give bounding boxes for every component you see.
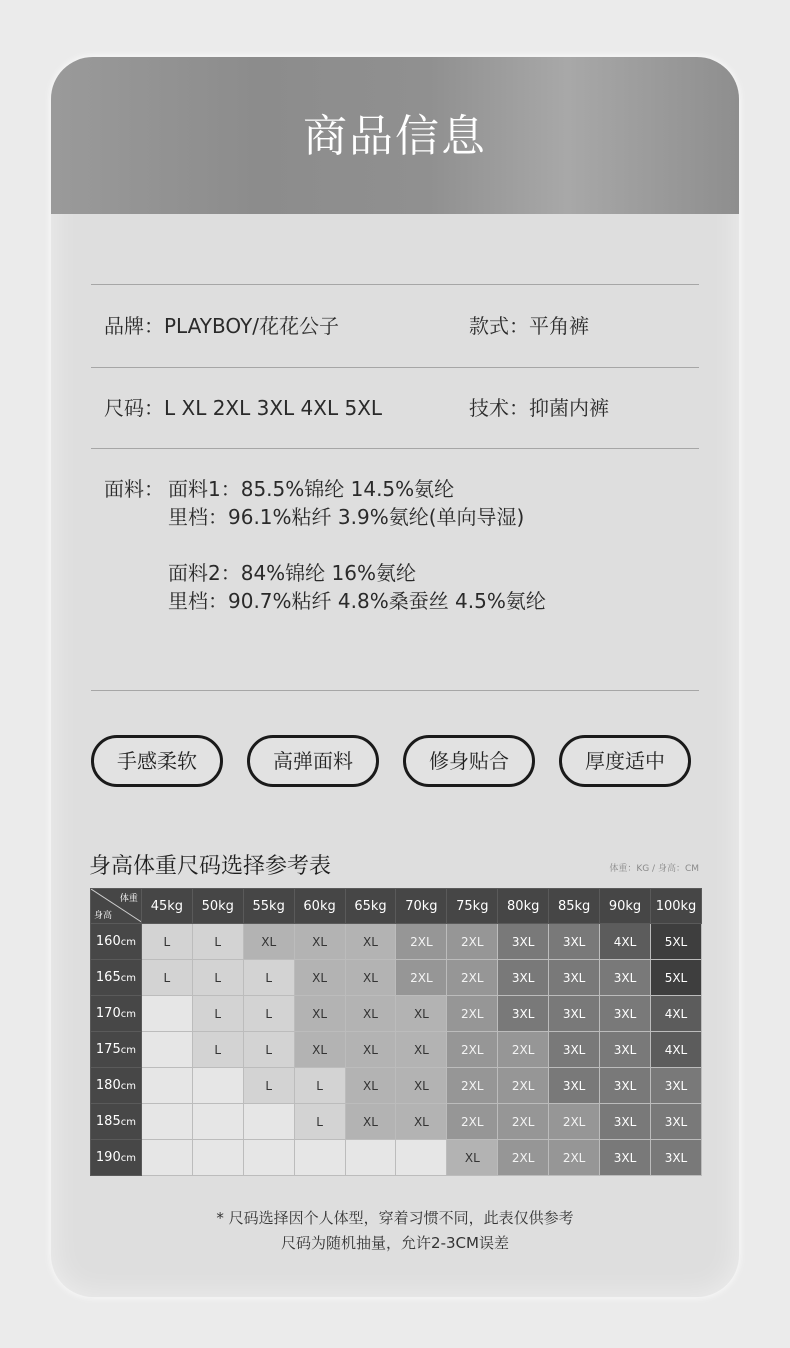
size-cell: 2XL — [498, 1140, 549, 1176]
size-cell: 3XL — [498, 996, 549, 1032]
weight-header: 70kg — [396, 889, 447, 924]
size-cell: 2XL — [447, 996, 498, 1032]
fabric-line: 面料1：85.5%锦纶 14.5%氨纶 — [168, 477, 455, 501]
style-text: 款式：平角裤 — [469, 314, 589, 338]
height-unit: cm — [120, 1045, 136, 1056]
size-cell: 3XL — [650, 1140, 701, 1176]
sizes-text: 尺码：L XL 2XL 3XL 4XL 5XL — [104, 396, 383, 420]
height-unit: cm — [120, 1153, 136, 1164]
size-cell: XL — [396, 1068, 447, 1104]
size-cell: XL — [243, 924, 294, 960]
size-cell — [141, 996, 192, 1032]
size-cell — [192, 1104, 243, 1140]
size-cell — [141, 1068, 192, 1104]
size-cell: L — [192, 960, 243, 996]
divider — [91, 690, 699, 691]
size-cell: 3XL — [600, 960, 651, 996]
height-value: 185 — [95, 1114, 121, 1129]
weight-header: 80kg — [498, 889, 549, 924]
size-cell: 3XL — [549, 960, 600, 996]
size-cell: 3XL — [498, 960, 549, 996]
size-cell — [141, 1140, 192, 1176]
table-row — [91, 1068, 702, 1104]
size-cell — [345, 1140, 396, 1176]
height-unit: cm — [120, 937, 136, 948]
weight-header: 55kg — [243, 889, 294, 924]
size-cell: 2XL — [447, 1104, 498, 1140]
size-cell — [192, 1140, 243, 1176]
page-title: 商品信息 — [303, 111, 487, 162]
table-row — [91, 924, 702, 960]
size-cell: 3XL — [498, 924, 549, 960]
size-chart-table — [90, 888, 702, 1176]
size-cell: XL — [294, 1032, 345, 1068]
size-cell: XL — [396, 1032, 447, 1068]
size-cell: L — [243, 1032, 294, 1068]
size-cell: 2XL — [498, 1032, 549, 1068]
height-value: 165 — [95, 970, 121, 985]
size-cell: 2XL — [396, 924, 447, 960]
size-cell: 3XL — [549, 1068, 600, 1104]
table-row — [91, 996, 702, 1032]
size-cell: L — [192, 924, 243, 960]
weight-header: 85kg — [549, 889, 600, 924]
size-cell: XL — [294, 924, 345, 960]
size-cell: 3XL — [600, 1140, 651, 1176]
corner-height-label: 身高 — [94, 911, 113, 921]
height-header — [91, 1104, 142, 1140]
size-cell: 4XL — [650, 1032, 701, 1068]
size-note: 尺码为随机抽量，允许2-3CM误差 — [281, 1234, 509, 1252]
table-row — [91, 1140, 702, 1176]
size-cell: 2XL — [447, 1032, 498, 1068]
size-cell: 2XL — [447, 924, 498, 960]
feature-tag: 高弹面料 — [247, 735, 379, 787]
size-cell: L — [243, 996, 294, 1032]
divider — [91, 284, 699, 285]
units-note: 体重：KG / 身高：CM — [609, 864, 699, 874]
size-cell: XL — [345, 960, 396, 996]
table-row — [91, 1104, 702, 1140]
size-cell: XL — [294, 960, 345, 996]
size-cell: XL — [396, 996, 447, 1032]
size-cell: 2XL — [549, 1104, 600, 1140]
size-cell — [243, 1140, 294, 1176]
size-cell: 3XL — [600, 996, 651, 1032]
height-value: 170 — [95, 1006, 121, 1021]
size-cell: 5XL — [650, 960, 701, 996]
size-cell: XL — [396, 1104, 447, 1140]
size-cell: L — [243, 960, 294, 996]
size-cell: XL — [345, 1032, 396, 1068]
height-header — [91, 960, 142, 996]
height-header — [91, 996, 142, 1032]
height-unit: cm — [120, 973, 136, 984]
size-cell: 3XL — [600, 1068, 651, 1104]
fabric-label: 面料： — [104, 477, 164, 501]
tech-text: 技术：抑菌内裤 — [469, 396, 609, 420]
size-cell: 2XL — [498, 1104, 549, 1140]
size-cell: XL — [345, 996, 396, 1032]
size-cell: 2XL — [549, 1140, 600, 1176]
size-cell: 3XL — [549, 996, 600, 1032]
size-cell: XL — [447, 1140, 498, 1176]
size-cell: L — [294, 1068, 345, 1104]
divider — [91, 448, 699, 449]
table-row — [91, 960, 702, 996]
size-cell: XL — [345, 1068, 396, 1104]
size-cell: 3XL — [600, 1032, 651, 1068]
size-cell: XL — [294, 996, 345, 1032]
corner-weight-label: 体重 — [119, 894, 138, 904]
product-info-card — [51, 57, 739, 1297]
feature-tag: 手感柔软 — [91, 735, 223, 787]
size-cell: L — [192, 1032, 243, 1068]
size-cell — [141, 1032, 192, 1068]
height-header — [91, 924, 142, 960]
header-banner — [51, 57, 739, 214]
fabric-line: 面料2：84%锦纶 16%氨纶 — [168, 561, 416, 585]
weight-header: 90kg — [600, 889, 651, 924]
size-table-title: 身高体重尺码选择参考表 — [89, 854, 332, 879]
height-unit: cm — [120, 1009, 136, 1020]
size-cell — [192, 1068, 243, 1104]
height-header — [91, 1032, 142, 1068]
size-cell: L — [141, 960, 192, 996]
size-cell: 3XL — [549, 924, 600, 960]
size-cell: L — [294, 1104, 345, 1140]
size-cell — [141, 1104, 192, 1140]
weight-header: 60kg — [294, 889, 345, 924]
size-cell: 2XL — [396, 960, 447, 996]
feature-tag: 修身贴合 — [403, 735, 535, 787]
height-header — [91, 1140, 142, 1176]
weight-header: 100kg — [650, 889, 701, 924]
size-cell: XL — [345, 1104, 396, 1140]
size-cell: 2XL — [447, 960, 498, 996]
size-cell: 2XL — [447, 1068, 498, 1104]
size-cell: 3XL — [549, 1032, 600, 1068]
fabric-line: 里档：90.7%粘纤 4.8%桑蚕丝 4.5%氨纶 — [168, 589, 546, 613]
table-corner-cell — [91, 889, 142, 924]
size-cell: L — [243, 1068, 294, 1104]
size-cell: 3XL — [650, 1068, 701, 1104]
weight-header: 65kg — [345, 889, 396, 924]
table-row — [91, 1032, 702, 1068]
size-cell: 2XL — [498, 1068, 549, 1104]
size-cell — [294, 1140, 345, 1176]
size-note: * 尺码选择因个人体型，穿着习惯不同，此表仅供参考 — [216, 1209, 574, 1227]
brand-text: 品牌：PLAYBOY/花花公子 — [104, 314, 339, 338]
height-value: 190 — [95, 1150, 121, 1165]
weight-header: 45kg — [141, 889, 192, 924]
weight-header: 75kg — [447, 889, 498, 924]
fabric-line: 里档：96.1%粘纤 3.9%氨纶(单向导湿) — [168, 505, 525, 529]
divider — [91, 367, 699, 368]
height-value: 180 — [95, 1078, 121, 1093]
table-header-row — [91, 889, 702, 924]
size-cell: XL — [345, 924, 396, 960]
height-value: 160 — [95, 934, 121, 949]
height-unit: cm — [120, 1117, 136, 1128]
size-cell: 4XL — [650, 996, 701, 1032]
size-cell: 4XL — [600, 924, 651, 960]
size-cell — [243, 1104, 294, 1140]
size-cell: 3XL — [650, 1104, 701, 1140]
height-header — [91, 1068, 142, 1104]
size-cell: 3XL — [600, 1104, 651, 1140]
weight-header: 50kg — [192, 889, 243, 924]
height-unit: cm — [120, 1081, 136, 1092]
size-cell: 5XL — [650, 924, 701, 960]
feature-tag: 厚度适中 — [559, 735, 691, 787]
size-cell — [396, 1140, 447, 1176]
size-cell: L — [141, 924, 192, 960]
height-value: 175 — [95, 1042, 121, 1057]
size-cell: L — [192, 996, 243, 1032]
